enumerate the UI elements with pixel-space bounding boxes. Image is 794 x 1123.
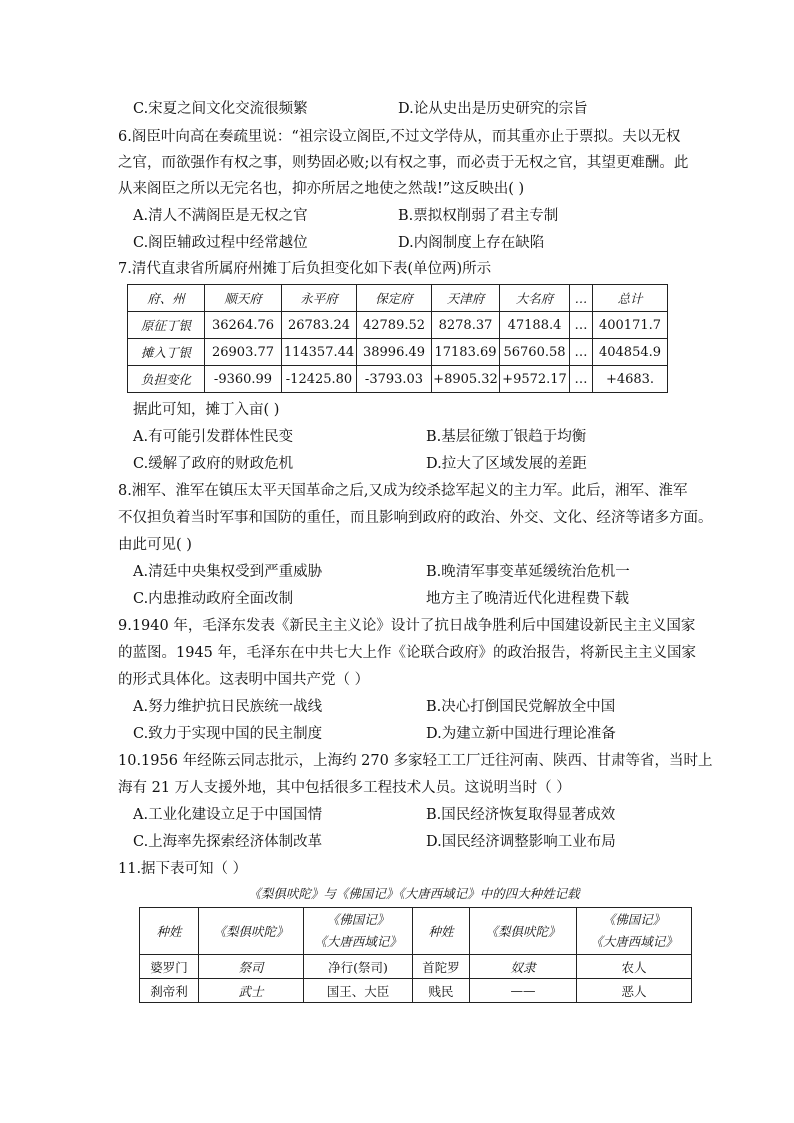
q10-stem-line2: 海有 21 万人支援外地，其中包括很多工程技术人员。这说明当时（ ）: [118, 780, 571, 796]
table-row: [128, 339, 668, 366]
q8-option-c: C.内患推动政府全面改制: [133, 591, 294, 607]
table-cell: +4683.: [593, 366, 668, 393]
table-row: [128, 366, 668, 393]
q7-option-a: A.有可能引发群体性民变: [133, 429, 294, 445]
table-cell: 404854.9: [593, 339, 668, 366]
table-header-cell: 总计: [593, 285, 668, 312]
q6-option-b: B.票拟权削弱了君主专制: [398, 208, 559, 224]
q7-table: [127, 284, 668, 393]
table-cell: 38996.49: [357, 339, 432, 366]
table-cell: 26783.24: [282, 312, 357, 339]
table-cell: -9360.99: [205, 366, 282, 393]
header-line: 《大唐西域记》: [590, 934, 678, 949]
table-cell: 祭司: [199, 955, 304, 979]
q10-option-d: D.国民经济调整影响工业布局: [426, 834, 616, 850]
table-cell: 原征丁银: [128, 312, 205, 339]
q8-stem-line1: 8.湘军、淮军在镇压太平天国革命之后,又成为绞杀捻军起义的主力军。此后，湘军、淮军: [118, 483, 688, 499]
table-cell: 56760.58: [500, 339, 570, 366]
table-cell: 农人: [577, 955, 692, 979]
q8-option-d: 地方主了晚清近代化进程费下载: [426, 591, 629, 607]
table-cell: 贱民: [413, 979, 470, 1003]
q11-stem: 11.据下表可知（ ）: [118, 861, 248, 877]
table-header-cell: [577, 908, 692, 955]
q6-option-c: C.阁臣辅政过程中经常越位: [133, 235, 308, 251]
table-header-row: [128, 285, 668, 312]
table-cell: 负担变化: [128, 366, 205, 393]
q6-stem-line2: 之官，而欲强作有权之事，则势固必败;以有权之事，而必责于无权之官，其望更难酬。此: [118, 155, 689, 171]
table-cell: 武士: [199, 979, 304, 1003]
table-cell: 17183.69: [432, 339, 500, 366]
table-cell: +9572.17: [500, 366, 570, 393]
q6-option-a: A.清人不满阁臣是无权之官: [133, 208, 308, 224]
table-cell: 42789.52: [357, 312, 432, 339]
table-cell: 刹帝利: [140, 979, 199, 1003]
table-cell: 奴隶: [470, 955, 577, 979]
table-cell: 净行(祭司): [304, 955, 413, 979]
header-line: 《佛国记》: [602, 912, 666, 927]
table-header-cell: 种姓: [413, 908, 470, 955]
q9-stem-line1: 9.1940 年，毛泽东发表《新民主主义论》设计了抗日战争胜利后中国建设新民主主义国家: [118, 618, 696, 634]
table-cell: 8278.37: [432, 312, 500, 339]
table-header-cell: 大名府: [500, 285, 570, 312]
table-cell: 摊入丁银: [128, 339, 205, 366]
header-line: 《佛国记》: [326, 912, 390, 927]
q10-option-b: B.国民经济恢复取得显著成效: [426, 807, 616, 823]
table-cell: 47188.4: [500, 312, 570, 339]
q10-option-a: A.工业化建设立足于中国国情: [133, 807, 323, 823]
q6-option-d: D.内阁制度上存在缺陷: [398, 235, 545, 251]
q8-stem-line2: 不仅担负着当时军事和国防的重任，而且影响到政府的政治、外交、文化、经济等诸多方面。: [118, 510, 713, 526]
q9-option-b: B.决心打倒国民党解放全中国: [426, 699, 616, 715]
table-row: [128, 312, 668, 339]
table-header-cell: …: [570, 285, 593, 312]
table-header-row: [140, 908, 692, 955]
q9-stem-line3: 的形式具体化。这表明中国共产党（ ）: [118, 672, 370, 688]
table-cell: 114357.44: [282, 339, 357, 366]
q7-option-d: D.拉大了区域发展的差距: [426, 456, 587, 472]
q9-stem-line2: 的蓝图。1945 年，毛泽东在中共七大上作《论联合政府》的政治报告，将新民主主义国家: [118, 645, 697, 661]
table-header-cell: 天津府: [432, 285, 500, 312]
q7-continuation: 据此可知，摊丁入亩( ): [133, 402, 280, 418]
table-cell: -12425.80: [282, 366, 357, 393]
q6-stem-line3: 从来阁臣之所以无完名也，抑亦所居之地使之然哉!”这反映出( ): [118, 181, 525, 197]
table-cell: -3793.03: [357, 366, 432, 393]
table-cell: …: [570, 339, 593, 366]
q9-option-c: C.致力于实现中国的民主制度: [133, 726, 323, 742]
q8-option-b: B.晚清军事变革延缓统治危机一: [426, 564, 630, 580]
q5-option-d: D.论从史出是历史研究的宗旨: [398, 101, 588, 117]
table-cell: 婆罗门: [140, 955, 199, 979]
table-header-cell: 《梨俱吠陀》: [199, 908, 304, 955]
table-header-cell: 顺天府: [205, 285, 282, 312]
q5-option-c: C.宋夏之间文化交流很频繁: [133, 101, 308, 117]
q6-stem-line1: 6.阁臣叶向高在奏疏里说：“祖宗设立阁臣,不过文学侍从，而其重亦止于票拟。夫以无权: [118, 129, 681, 145]
table-cell: 国王、大臣: [304, 979, 413, 1003]
table-header-cell: 种姓: [140, 908, 199, 955]
q10-stem-line1: 10.1956 年经陈云同志批示，上海约 270 多家轻工工厂迁往河南、陕西、甘肃等省，当时上: [118, 753, 713, 769]
table-cell: …: [570, 366, 593, 393]
q7-option-c: C.缓解了政府的财政危机: [133, 456, 294, 472]
q9-option-d: D.为建立新中国进行理论准备: [426, 726, 616, 742]
q8-stem-line3: 由此可见( ): [118, 537, 192, 553]
q7-option-b: B.基层征缴丁银趋于均衡: [426, 429, 587, 445]
table-cell: ——: [470, 979, 577, 1003]
q10-option-c: C.上海率先探索经济体制改革: [133, 834, 323, 850]
header-line: 《大唐西域记》: [314, 934, 402, 949]
q7-stem: 7.清代直隶省所属府州摊丁后负担变化如下表(单位两)所示: [118, 261, 492, 277]
table-cell: +8905.32: [432, 366, 500, 393]
table-header-cell: 保定府: [357, 285, 432, 312]
table-cell: 26903.77: [205, 339, 282, 366]
table-header-cell: 永平府: [282, 285, 357, 312]
table-cell: 恶人: [577, 979, 692, 1003]
q11-table: [139, 907, 692, 1003]
table-row: [140, 955, 692, 979]
table-header-cell: [304, 908, 413, 955]
table-cell: 首陀罗: [413, 955, 470, 979]
table-header-cell: 《梨俱吠陀》: [470, 908, 577, 955]
q11-table-caption: 《梨俱吠陀》与《佛国记》《大唐西域记》中的四大种姓记载: [248, 886, 580, 901]
table-cell: …: [570, 312, 593, 339]
table-cell: 400171.7: [593, 312, 668, 339]
table-header-cell: 府、州: [128, 285, 205, 312]
table-cell: 36264.76: [205, 312, 282, 339]
q8-option-a: A.清廷中央集权受到严重威胁: [133, 564, 323, 580]
table-row: [140, 979, 692, 1003]
q9-option-a: A.努力维护抗日民族统一战线: [133, 699, 323, 715]
